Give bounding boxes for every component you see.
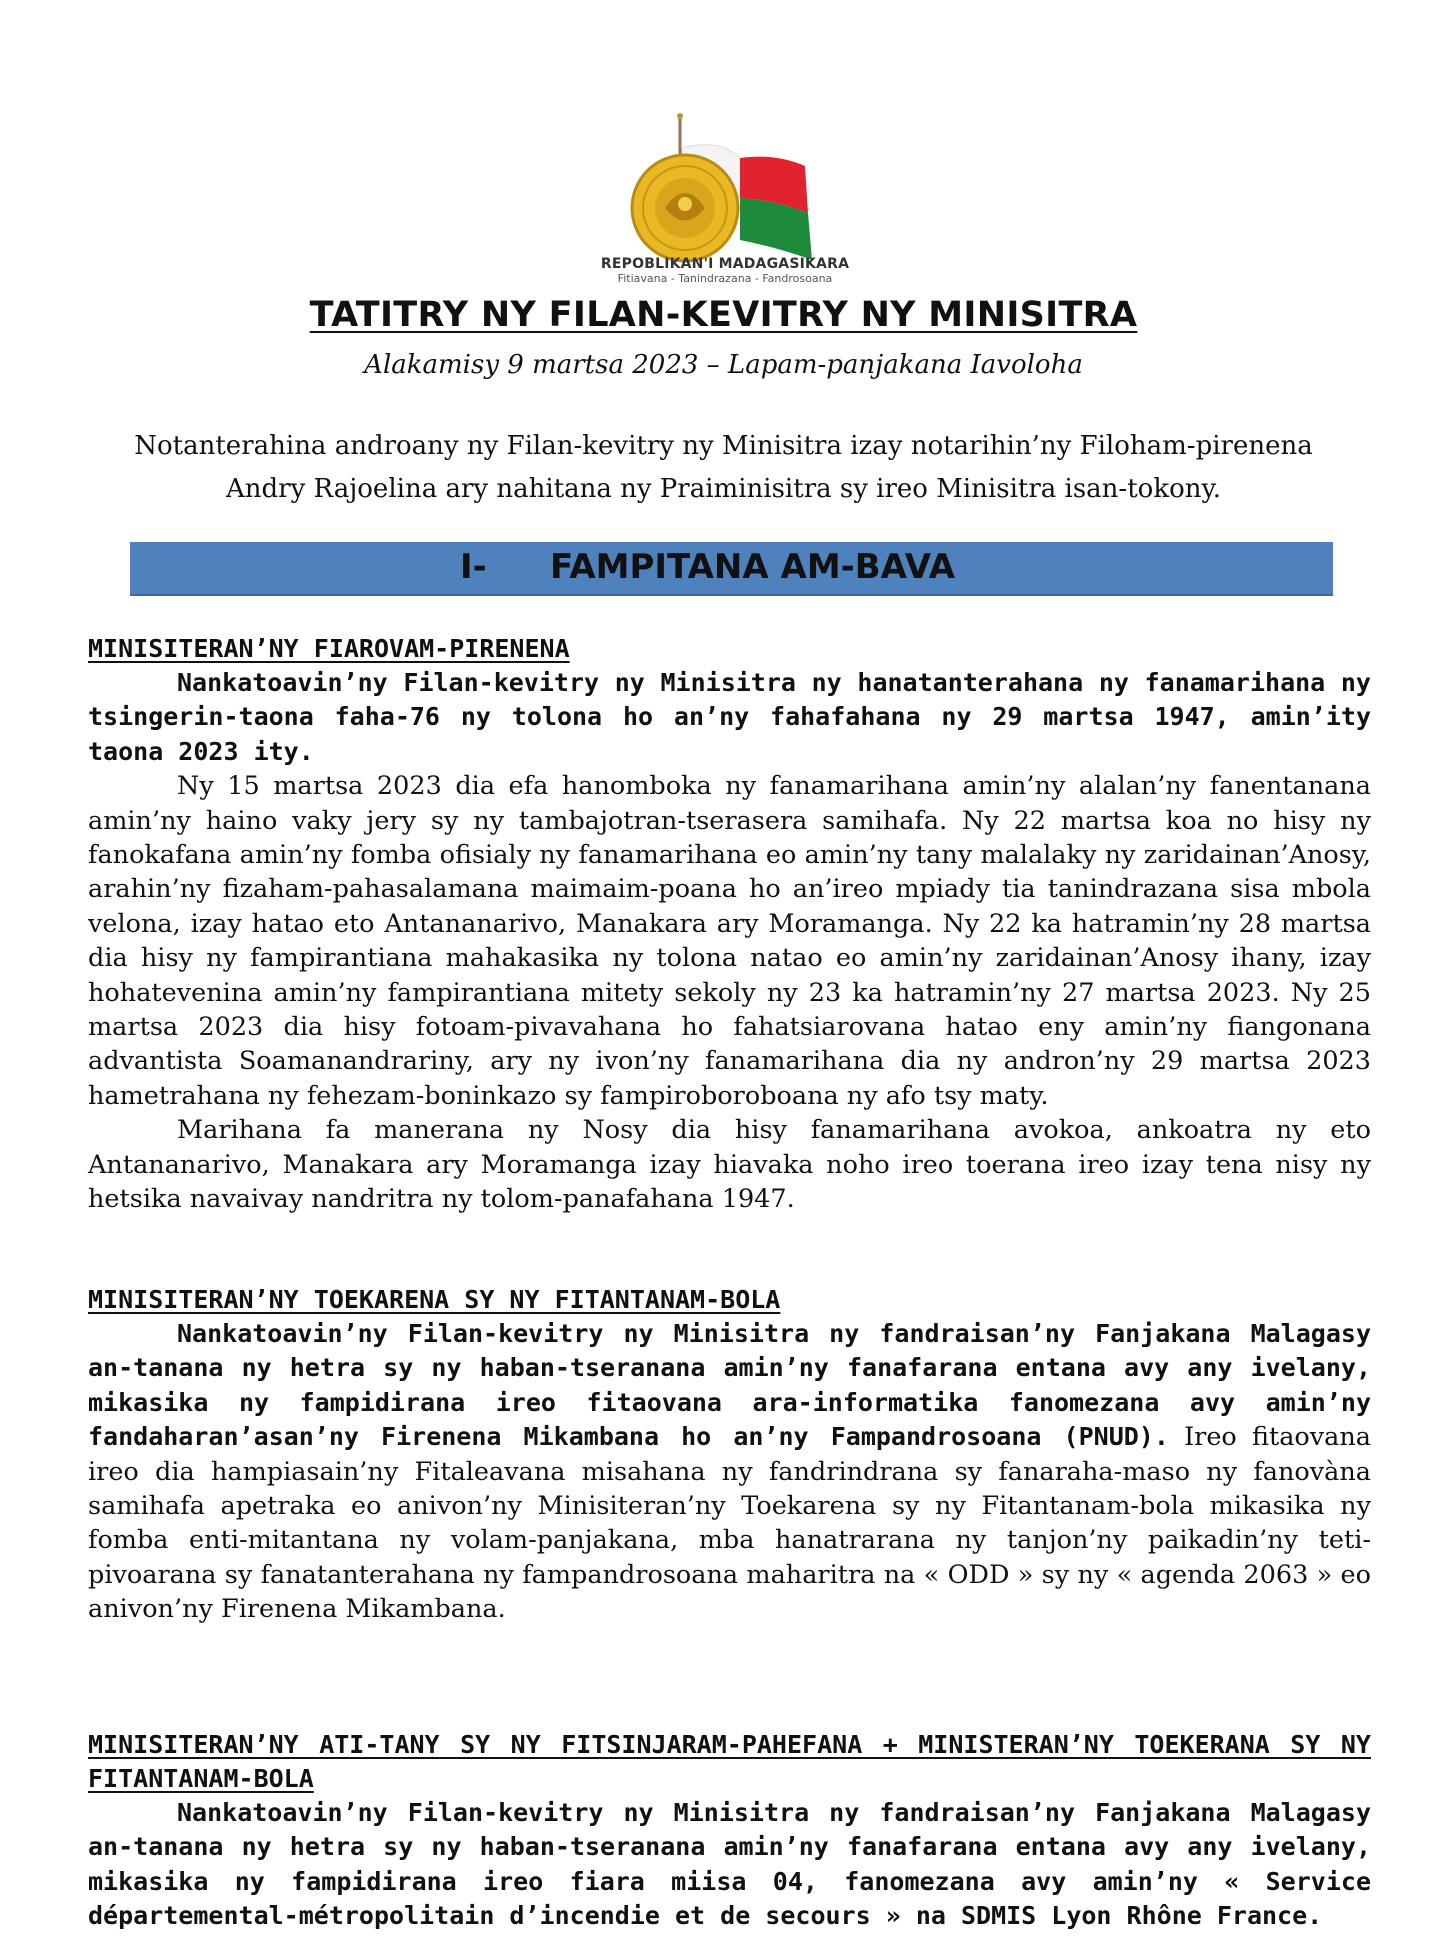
intro-paragraph: Notanterahina androany ny Filan-kevitry ny Minisitra izay notarihin’ny Filoham-pirenena Andry Rajoelina ary nahitana ny Praiminisitra sy ireo Minisitra isan-tokony. [134, 431, 1313, 504]
decision-lead: Nankatoavin’ny Filan-kevitry ny Minisitra ny fandraisan’ny Fanjakana Malagasy an-tanana ny hetra sy ny haban-tseranana amin’ny fanafarana entana avy any ivelany, mikasika ny fampidirana ireo fitaovana ara-informatika fanomezana avy amin’ny fandaharan’asan’ny Firenena Mikambana ho an’ny Fampandrosoana (PNUD). [88, 1319, 1371, 1452]
decision-detail: Ireo fitaovana ireo dia hampiasain’ny Fitaleavana misahana ny fandrindrana sy fanaraha-maso ny fanovàna samihafa apetraka eo anivon’ny Minisiteran’ny Toekarena sy ny Fitantanam-bola mikasika ny fomba enti-mitantana ny volam-panjakana, mba hanatrarana ny tanjon’ny paikadin’ny teti-pivoarana sy fanatanterahana ny fampandrosoana maharitra na « ODD » sy ny « agenda 2063 » eo anivon’ny Firenena Mikambana. [88, 1422, 1371, 1625]
body-paragraph: Marihana fa manerana ny Nosy dia hisy fanamarihana avokoa, ankoatra ny eto Antananarivo, Manakara ary Moramanga izay hiavaka noho ireo toerana ireo izay tena nisy ny hetsika navaivay nandritra ny tolom-panafahana 1947. [88, 1115, 1371, 1215]
ministry-heading: MINISITERAN’NY FIAROVAM-PIRENENA [88, 634, 570, 663]
emblem-motto: Fitiavana - Tanindrazana - Fandrosoana [617, 272, 833, 285]
ministry-block-defense [88, 632, 1371, 1217]
ministry-block-interior-economy [88, 1728, 1371, 1934]
ministry-block-economy [88, 1283, 1371, 1627]
body-paragraph: Ny 15 martsa 2023 dia efa hanomboka ny fanamarihana amin’ny alalan’ny fanentanana amin’ny haino vaky jery sy ny tambajotran-tserasera samihafa. Ny 22 martsa koa no hisy ny fanokafana amin’ny fomba ofisialy ny fanamarihana eo amin’ny tany malalaky ny zaridainan’Anosy, arahin’ny fizaham-pahasalamana maimaim-poana ho an’ireo mpiady tia tanindrazana sisa mbola velona, izay hatao eto Antananarivo, Manakara ary Moramanga. Ny 22 ka hatramin’ny 28 martsa dia hisy ny fampirantiana mahakasika ny tolona natao eo amin’ny zaridainan’Anosy ihany, izay hohatevenina amin’ny fampirantiana mitety sekoly ny 23 ka hatramin’ny 27 martsa 2023. Ny 25 martsa 2023 dia hisy fotoam-pivavahana ho fahatsiarovana hatao eny amin’ny fiangonana advantista Soamanandrariny, ary ny ivon’ny fanamarihana dia ny andron’ny 29 martsa 2023 hametrahana ny fehezam-boninkazo sy fampiroboroboana ny afo tsy maty. [88, 771, 1371, 1111]
section-heading-band [130, 542, 1333, 596]
ministry-heading: MINISITERAN’NY TOEKARENA SY NY FITANTANAM-BOLA [88, 1285, 781, 1314]
document-title: TATITRY NY FILAN-KEVITRY NY MINISITRA [309, 295, 1138, 335]
decision-paragraph: Nankatoavin’ny Filan-kevitry ny Minisitra ny hanatanterahana ny fanamarihana ny tsingerin-taona faha-76 ny tolona ho an’ny fahafahana ny 29 martsa 1947, amin’ity taona 2023 ity. [88, 668, 1371, 766]
document-subtitle: Alakamisy 9 martsa 2023 – Lapam-panjakana Iavoloha [364, 350, 1083, 380]
ministry-heading: MINISITERAN’NY ATI-TANY SY NY FITSINJARAM-PAHEFANA + MINISTERAN’NY TOEKERANA SY NY FITANTANAM-BOLA [88, 1730, 1371, 1793]
decision-paragraph: Nankatoavin’ny Filan-kevitry ny Minisitra ny fandraisan’ny Fanjakana Malagasy an-tanana ny hetra sy ny haban-tseranana amin’ny fanafarana entana avy any ivelany, mikasika ny fampidirana ireo fiara miisa 04, fanomezana avy amin’ny « Service départemental-métropolitain d’incendie et de secours » na SDMIS Lyon Rhône France. [88, 1798, 1371, 1931]
decision-paragraph [88, 1317, 1371, 1627]
section-number: I- [460, 547, 487, 587]
section-title: FAMPITANA AM-BAVA [550, 547, 956, 587]
emblem-name: REPOBLIKAN'I MADAGASIKARA [600, 256, 850, 272]
